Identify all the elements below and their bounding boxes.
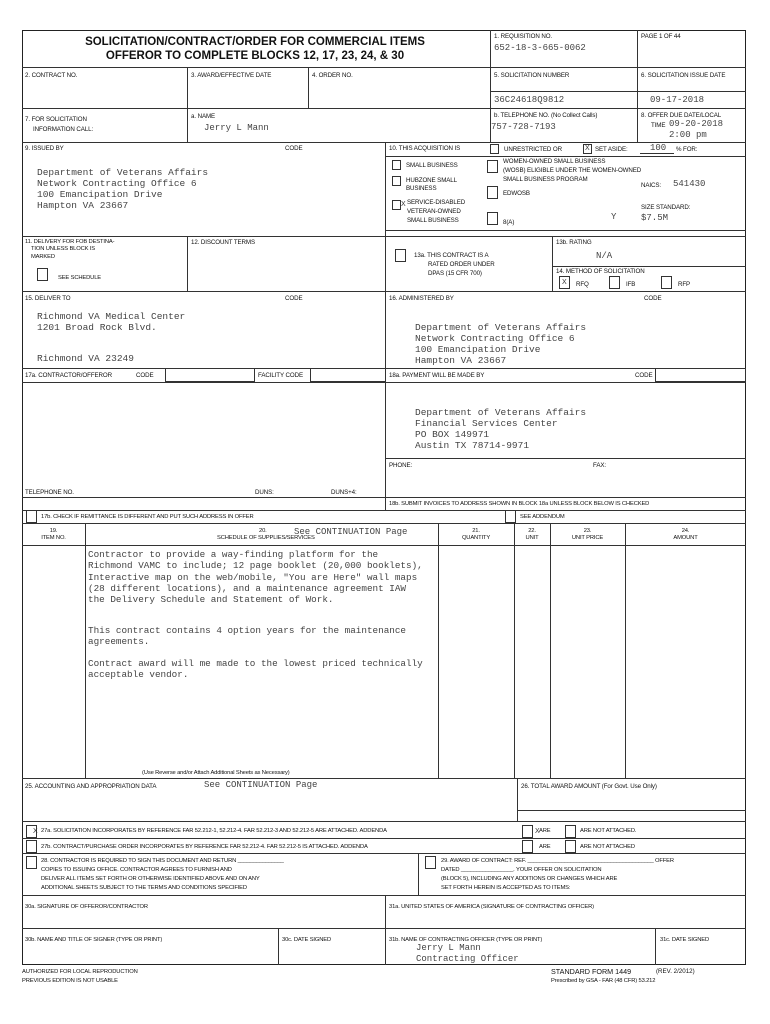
- accounting-label: 25. ACCOUNTING AND APPROPRIATION DATA: [25, 783, 157, 790]
- fax-label: FAX:: [593, 462, 607, 469]
- contractor-code-label: CODE: [136, 372, 154, 379]
- col-amount-label: AMOUNT: [673, 535, 698, 541]
- remittance-label: 17b. CHECK IF REMITTANCE IS DIFFERENT AND PUT SUCH ADDRESS IN OFFER: [41, 514, 254, 520]
- rfq-mark: X: [562, 279, 567, 286]
- 28-label-1: 28. CONTRACTOR IS REQUIRED TO SIGN THIS DOCUMENT AND RETURN _______________: [41, 858, 284, 864]
- 29-label-1: 29. AWARD OF CONTRACT: REF. _________________________________________ OFFER: [441, 858, 674, 864]
- naics-label: NAICS:: [641, 182, 662, 189]
- discount-terms-label: 12. DISCOUNT TERMS: [191, 239, 255, 246]
- 27a-are-not-label: ARE NOT ATTACHED.: [580, 828, 637, 834]
- col-unit-label: UNIT: [525, 535, 539, 541]
- percent-underline: [640, 153, 674, 154]
- form-title-line1: SOLICITATION/CONTRACT/ORDER FOR COMMERCIAL ITEMS: [85, 36, 425, 48]
- wosb-label-3: SMALL BUSINESS PROGRAM: [503, 176, 588, 183]
- remittance-checkbox[interactable]: [26, 510, 37, 523]
- facility-code-label: FACILITY CODE: [258, 372, 304, 379]
- footer-previous: PREVIOUS EDITION IS NOT USABLE: [22, 978, 118, 984]
- offer-due-label: 8. OFFER DUE DATE/LOCAL: [641, 112, 722, 119]
- deliver-to-label: 15. DELIVER TO: [25, 295, 71, 302]
- rule: [514, 523, 515, 778]
- signature-co-label: 31a. UNITED STATES OF AMERICA (SIGNATURE OF CONTRACTING OFFICER): [389, 904, 594, 910]
- 27b-are-not-checkbox[interactable]: [565, 840, 576, 853]
- deliver-to-code-label: CODE: [285, 295, 303, 302]
- date-signed-30c-label: 30c. DATE SIGNED: [282, 937, 332, 943]
- wosb-checkbox[interactable]: [487, 160, 498, 173]
- small-business-checkbox[interactable]: [392, 160, 401, 170]
- name-label: a. NAME: [191, 113, 216, 120]
- hubzone-label: HUBZONE SMALL: [406, 177, 457, 184]
- solicitation-no-value: 36C24618Q9812: [494, 95, 565, 105]
- co-name-label: 31b. NAME OF CONTRACTING OFFICER (TYPE OR PRINT): [389, 937, 543, 943]
- size-standard-value: $7.5M: [641, 213, 669, 223]
- solicitation-no-label: 5. SOLICITATION NUMBER: [494, 72, 570, 79]
- 29-label-2: DATED _________________. YOUR OFFER ON SOLICITATION: [441, 867, 602, 873]
- rule: [550, 523, 551, 778]
- rule: [655, 928, 656, 965]
- col-unit-num: 22.: [528, 528, 536, 534]
- sdvosb-label: SERVICE-DISABLED: [407, 199, 466, 206]
- payment-line: Austin TX 78714-9971: [415, 440, 530, 451]
- col-schedule-num: 20.: [259, 528, 267, 534]
- payment-code-label: CODE: [635, 372, 653, 379]
- rule: [22, 497, 746, 498]
- see-addendum-label: SEE ADDENDUM: [520, 514, 565, 520]
- rule: [22, 142, 746, 143]
- footer-form-number: STANDARD FORM 1449: [551, 967, 632, 976]
- issued-by-code-label: CODE: [285, 145, 303, 152]
- col-item-num: 19.: [49, 528, 58, 534]
- administered-by-label: 16. ADMINISTERED BY: [389, 295, 454, 302]
- unrestricted-checkbox[interactable]: [490, 144, 499, 154]
- page-count: PAGE 1 OF 44: [641, 33, 681, 40]
- signer-name-label: 30b. NAME AND TITLE OF SIGNER (TYPE OR PRINT): [25, 937, 163, 943]
- acquisition-label: 10. THIS ACQUISITION IS: [389, 145, 461, 152]
- sdvosb-label-2: VETERAN-OWNED: [407, 208, 461, 215]
- issued-by-line: Hampton VA 23667: [37, 200, 129, 211]
- naics-value: 541430: [673, 179, 706, 189]
- hubzone-label-2: BUSINESS: [406, 185, 437, 192]
- reverse-note: (Use Reverse and/or Attach Additional Sheets as Necessary): [142, 770, 290, 776]
- 27b-checkbox[interactable]: [26, 840, 37, 853]
- size-standard-label: SIZE STANDARD:: [641, 204, 691, 211]
- submit-invoices-label: 18b. SUBMIT INVOICES TO ADDRESS SHOWN IN BLOCK 18a UNLESS BLOCK BELOW IS CHECKED: [389, 501, 650, 507]
- requisition-value: 652-18-3-665-0062: [494, 43, 586, 53]
- 29-label-3: (BLOCK 5), INCLUDING ANY ADDITIONS OR CHANGES WHICH ARE: [441, 876, 618, 882]
- rule: [22, 236, 746, 237]
- unrestricted-label: UNRESTRICTED OR: [504, 146, 562, 153]
- wosb-label-2: (WOSB) ELIGIBLE UNDER THE WOMEN-OWNED: [503, 167, 642, 174]
- rule: [22, 928, 746, 929]
- payment-line: Financial Services Center: [415, 418, 558, 429]
- col-item-label: ITEM NO.: [41, 535, 66, 541]
- rule: [22, 821, 746, 822]
- col-unit-price-num: 23.: [583, 528, 592, 534]
- facility-code-field[interactable]: [310, 368, 386, 382]
- rule: [278, 928, 279, 965]
- see-schedule-checkbox[interactable]: [37, 268, 48, 281]
- administered-by-code-label: CODE: [644, 295, 662, 302]
- 27b-are-checkbox[interactable]: [522, 840, 533, 853]
- rule: [385, 156, 746, 157]
- 27a-are-not-checkbox[interactable]: [565, 825, 576, 838]
- ifb-checkbox[interactable]: [609, 276, 620, 289]
- issued-by-line: Department of Veterans Affairs: [37, 167, 209, 178]
- offer-due-date: 09-20-2018: [669, 119, 724, 129]
- sdvosb-label-3: SMALL BUSINESS: [407, 217, 459, 224]
- set-aside-label: SET ASIDE:: [595, 146, 628, 153]
- rule: [552, 236, 553, 291]
- deliver-to-line: 1201 Broad Rock Blvd.: [37, 322, 157, 333]
- rfq-label: RFQ: [576, 281, 589, 288]
- y-value: Y: [611, 212, 617, 222]
- 29-checkbox[interactable]: [425, 856, 436, 869]
- schedule-description-2: This contract contains 4 option years for the maintenance agreements.: [88, 625, 407, 648]
- footer-revision: (REV. 2/2012): [656, 968, 695, 975]
- col-amount-num: 24.: [681, 528, 690, 534]
- telephone-value: 757-728-7193: [491, 122, 556, 132]
- edwosb-checkbox[interactable]: [487, 186, 498, 199]
- footer-prescribed: Prescribed by GSA - FAR (48 CFR) 53.212: [551, 978, 656, 984]
- hubzone-checkbox[interactable]: [392, 176, 401, 186]
- rule: [22, 291, 746, 292]
- rating-value: N/A: [596, 251, 613, 261]
- name-value: Jerry L Mann: [204, 123, 269, 133]
- rule: [22, 853, 746, 854]
- schedule-continuation: See CONTINUATION Page: [294, 527, 408, 537]
- date-signed-31c-label: 31c. DATE SIGNED: [660, 937, 710, 943]
- rule: [22, 523, 746, 524]
- 27a-are-label: ARE: [539, 828, 551, 834]
- telephone-no-label: TELEPHONE NO.: [25, 489, 74, 496]
- delivery-fob-label-3: MARKED: [31, 254, 55, 260]
- rule: [385, 142, 386, 510]
- issue-date-label: 6. SOLICITATION ISSUE DATE: [641, 72, 726, 79]
- rating-label: 13b. RATING: [556, 239, 592, 246]
- col-unit-price-label: UNIT PRICE: [571, 535, 604, 541]
- solicitation-info-label: 7. FOR SOLICITATION: [25, 116, 87, 123]
- rule: [552, 266, 746, 267]
- administered-by-line: Network Contracting Office 6: [415, 333, 575, 344]
- rule: [22, 838, 746, 839]
- rule: [85, 523, 86, 778]
- rule: [22, 545, 746, 546]
- signature-offeror-label: 30a. SIGNATURE OF OFFEROR/CONTRACTOR: [25, 904, 148, 910]
- 27a-mark: X: [33, 828, 38, 835]
- award-date-label: 3. AWARD/EFFECTIVE DATE: [191, 72, 272, 79]
- col-quantity-num: 21.: [472, 528, 480, 534]
- sdvosb-checkbox[interactable]: [392, 200, 401, 210]
- phone-label: PHONE:: [389, 462, 413, 469]
- duns4-label: DUNS+4:: [331, 489, 357, 496]
- issued-by-line: 100 Emancipation Drive: [37, 189, 163, 200]
- col-quantity-label: QUANTITY: [461, 535, 491, 541]
- 29-label-4: SET FORTH HEREIN IS ACCEPTED AS TO ITEMS:: [441, 885, 571, 891]
- set-aside-mark: X: [585, 145, 590, 152]
- issue-date-value: 09-17-2018: [650, 95, 705, 105]
- rated-order-label: 13a. THIS CONTRACT IS A: [414, 252, 489, 259]
- method-label: 14. METHOD OF SOLICITATION: [556, 268, 645, 275]
- administered-by-line: Hampton VA 23667: [415, 355, 507, 366]
- rule: [308, 67, 309, 108]
- contractor-code-field[interactable]: [165, 368, 255, 382]
- 28-label-3: DELIVER ALL ITEMS SET FORTH OR OTHERWISE IDENTIFIED ABOVE AND ON ANY: [41, 876, 260, 882]
- delivery-fob-label: 11. DELIVERY FOR FOB DESTINA-: [25, 239, 115, 245]
- 28-checkbox[interactable]: [26, 856, 37, 869]
- total-award-field[interactable]: [517, 810, 746, 821]
- 28-label-4: ADDITIONAL SHEETS SUBJECT TO THE TERMS AND CONDITIONS SPECIFIED: [41, 885, 247, 891]
- deliver-to-line: Richmond VA Medical Center: [37, 311, 186, 322]
- 28-label-2: COPIES TO ISSUING OFFICE. CONTRACTOR AGREES TO FURNISH AND: [41, 867, 232, 873]
- solicitation-info-label-2: INFORMATION CALL:: [33, 126, 94, 133]
- issued-by-line: Network Contracting Office 6: [37, 178, 197, 189]
- rfp-label: RFP: [678, 281, 691, 288]
- order-no-label: 4. ORDER NO.: [312, 72, 353, 79]
- payment-line: Department of Veterans Affairs: [415, 407, 587, 418]
- time-label: TIME: [651, 122, 666, 129]
- 27b-label: 27b. CONTRACT/PURCHASE ORDER INCORPORATES BY REFERENCE FAR 52.212-4. FAR 52.212-5 IS ATTACHED. ADDENDA: [41, 844, 368, 850]
- 27b-are-not-label: ARE NOT ATTACHED: [580, 844, 635, 850]
- ifb-label: IFB: [626, 281, 636, 288]
- percent-for-label: % FOR:: [676, 146, 698, 153]
- rule: [22, 895, 746, 896]
- rule: [385, 895, 386, 965]
- small-business-label: SMALL BUSINESS: [406, 162, 458, 169]
- 27a-are-mark: X: [535, 828, 540, 835]
- edwosb-label: EDWOSB: [503, 190, 530, 197]
- 27a-are-checkbox[interactable]: [522, 825, 533, 838]
- rule: [490, 91, 746, 92]
- co-title-value: Contracting Officer: [416, 954, 519, 964]
- sdvosb-mark: X: [401, 201, 406, 208]
- eight-a-label: 8(A): [503, 219, 515, 226]
- set-aside-percent: 100: [650, 143, 667, 153]
- rule: [22, 778, 746, 779]
- rule: [385, 458, 746, 459]
- requisition-label: 1. REQUISITION NO.: [494, 33, 553, 40]
- wosb-label: WOMEN-OWNED SMALL BUSINESS: [503, 158, 606, 165]
- 27a-label: 27a. SOLICITATION INCORPORATES BY REFERENCE FAR 52.212-1, 52.212-4. FAR 52.212-3 AND 52.212-5 ARE ATTACHED. ADDENDA: [41, 828, 387, 834]
- issued-by-label: 9. ISSUED BY: [25, 145, 64, 152]
- rule: [187, 67, 188, 142]
- col-schedule-label: SCHEDULE OF SUPPLIES/SERVICES: [217, 535, 315, 541]
- payment-label: 18a. PAYMENT WILL BE MADE BY: [389, 372, 485, 379]
- rule: [637, 30, 638, 142]
- 27b-are-label: ARE: [539, 844, 551, 850]
- rfp-checkbox[interactable]: [661, 276, 672, 289]
- rule: [22, 510, 746, 511]
- rule: [438, 523, 439, 778]
- contractor-label: 17a. CONTRACTOR/OFFEROR: [25, 372, 112, 379]
- payment-line: PO BOX 149971: [415, 429, 490, 440]
- rule: [187, 236, 188, 291]
- see-addendum-checkbox[interactable]: [505, 510, 516, 523]
- schedule-description-1: Contractor to provide a way-finding platform for the Richmond VAMC to include; 12 page booklet (20,000 booklets), Interactive map on the web/mobile, "You are Here" wall maps (28 different locations), and a maintenance agreement IAW the Delivery Schedule and Statement of Work.: [88, 549, 423, 606]
- duns-label: DUNS:: [255, 489, 274, 496]
- administered-by-line: Department of Veterans Affairs: [415, 322, 587, 333]
- offer-due-time: 2:00 pm: [669, 130, 707, 140]
- form-title-line2: OFFEROR TO COMPLETE BLOCKS 12, 17, 23, 24, & 30: [105, 50, 405, 62]
- schedule-description-3: Contract award will me made to the lowest priced technically acceptable vendor.: [88, 658, 423, 681]
- rule: [625, 523, 626, 778]
- footer-authorized: AUTHORIZED FOR LOCAL REPRODUCTION: [22, 969, 138, 975]
- accounting-value: See CONTINUATION Page: [204, 780, 318, 790]
- administered-by-line: 100 Emancipation Drive: [415, 344, 541, 355]
- rated-order-checkbox[interactable]: [395, 249, 406, 262]
- total-award-label: 26. TOTAL AWARD AMOUNT (For Govt. Use Only): [521, 783, 657, 790]
- deliver-to-line: Richmond VA 23249: [37, 353, 134, 364]
- delivery-fob-label-2: TION UNLESS BLOCK IS: [31, 246, 96, 252]
- rule: [418, 853, 419, 895]
- telephone-label: b. TELEPHONE NO. (No Collect Calls): [494, 112, 598, 119]
- payment-code-field[interactable]: [655, 368, 746, 382]
- rule: [22, 382, 746, 383]
- rule: [385, 230, 746, 231]
- co-name-value: Jerry L Mann: [416, 943, 481, 953]
- eight-a-checkbox[interactable]: [487, 212, 498, 225]
- rated-order-label-2: RATED ORDER UNDER: [428, 261, 495, 268]
- rated-order-label-3: DPAS (15 CFR 700): [428, 270, 482, 277]
- see-schedule-label: SEE SCHEDULE: [58, 275, 101, 281]
- contract-no-label: 2. CONTRACT NO.: [25, 72, 78, 79]
